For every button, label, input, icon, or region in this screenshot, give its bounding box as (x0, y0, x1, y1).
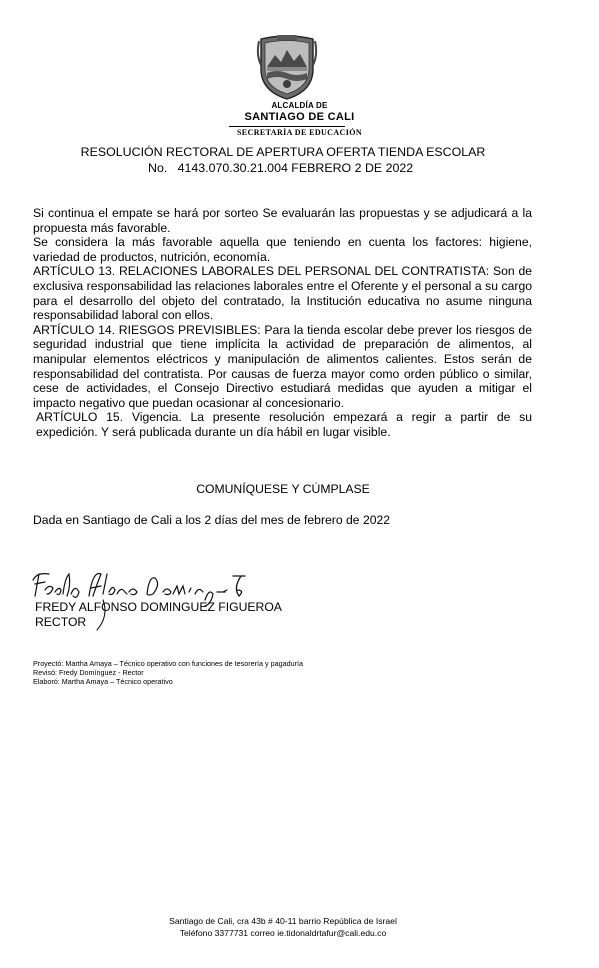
resolution-number: No. 4143.070.30.21.004 FEBRERO 2 DE 2022 (148, 161, 414, 175)
date-place-line: Dada en Santiago de Cali a los 2 días del mes de febrero de 2022 (33, 513, 391, 527)
resolution-body (33, 206, 532, 440)
credit-elaborated-by: Elaboró: Martha Amaya – Técnico operativo (33, 677, 173, 686)
body-paragraph: Se considera la más favorable aquella que teniendo en cuenta los factores: higiene, variedad de productos, nutrición, economía. (33, 235, 532, 264)
credit-projected-by: Proyectó: Martha Amaya – Técnico operativo con funciones de tesorería y pagaduría (33, 659, 303, 668)
org-name-line-1: ALCALDÍA DE (271, 101, 328, 110)
footer-address: Santiago de Cali, cra 43b # 40-11 barrio República de Israel (169, 916, 397, 926)
org-department: SECRETARÍA DE EDUCACIÓN (236, 128, 363, 136)
article-13: ARTÍCULO 13. RELACIONES LABORALES DEL PERSONAL DEL CONTRATISTA: Son de exclusiva responsabilidad las relaciones laborales entre el Oferente y el personal a su cargo para el desarrollo del objeto del contratado, la Institución educativa no asume ninguna responsabilidad laboral con ellos. (33, 264, 532, 323)
body-paragraph: Si continua el empate se hará por sorteo Se evaluarán las propuestas y se adjudicará a la propuesta más favorable. (33, 206, 532, 235)
org-name-line-2: SANTIAGO DE CALI (244, 111, 355, 123)
article-15: ARTÍCULO 15. Vigencia. La presente resolución empezará a regir a partir de su expedición. Y será publicada durante un día hábil en lugar visible. (36, 410, 532, 439)
resolution-title: RESOLUCIÓN RECTORAL DE APERTURA OFERTA TIENDA ESCOLAR (80, 145, 486, 159)
article-14: ARTÍCULO 14. RIESGOS PREVISIBLES: Para la tienda escolar debe prever los riesgos de seguridad industrial que tiene implícita la actividad de preparación de alimentos, al manipular elementos eléctricos y manipulación de alimentos calientes. Estos serán de responsabilidad del contratista. Por causas de fuerza mayor como orden público o similar, cese de actividades, el Consejo Directivo estudiará medidas que ayuden a mitigar el impacto negativo que puedan ocasionar al concesionario. (33, 322, 532, 410)
org-divider (229, 126, 345, 127)
city-coat-of-arms-icon (255, 35, 319, 101)
signer-role: RECTOR (35, 615, 87, 629)
closing-formula: COMUNÍQUESE Y CÚMPLASE (196, 482, 370, 496)
footer-contact: Teléfono 3377731 correo ie.tidonaldrtafur@cali.edu.co (179, 928, 387, 938)
document-credits (33, 659, 303, 686)
signer-name: FREDY ALFONSO DOMINGUEZ FIGUEROA (35, 600, 282, 614)
credit-reviewed-by: Revisó: Fredy Domínguez - Rector (33, 668, 144, 677)
